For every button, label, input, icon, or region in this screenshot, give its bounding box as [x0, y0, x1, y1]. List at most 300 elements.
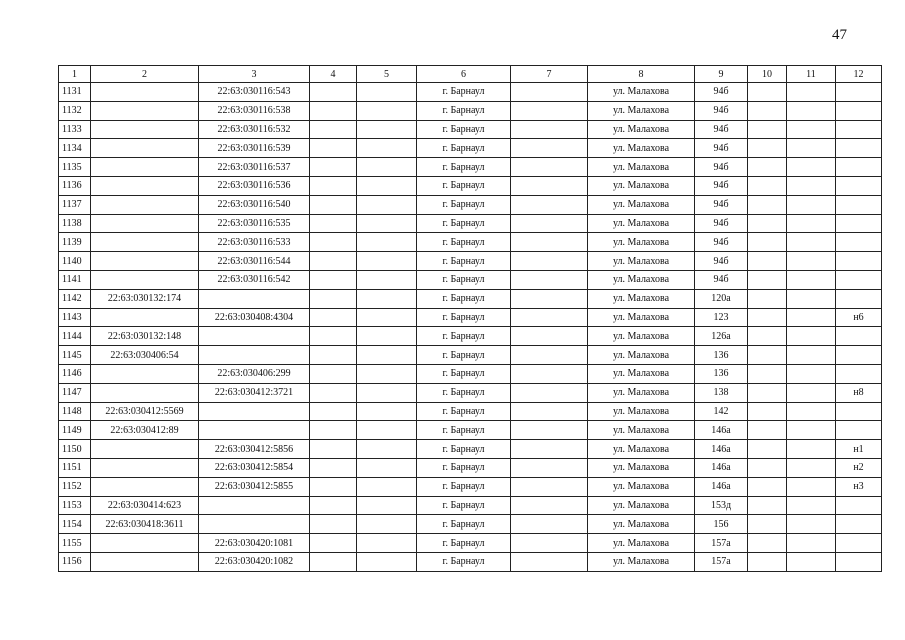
table-cell-col7 [511, 364, 588, 383]
table-cell-col9: 146а [695, 440, 748, 459]
table-row [59, 346, 882, 365]
table-cell-col2 [91, 233, 199, 252]
table-cell-col7 [511, 139, 588, 158]
table-cell-col3: 22:63:030408:4304 [199, 308, 310, 327]
table-cell-col12 [836, 327, 882, 346]
table-cell-col4 [310, 195, 357, 214]
table-cell-col5 [357, 534, 417, 553]
table-cell-col6: г. Барнаул [417, 477, 511, 496]
table-cell-col2 [91, 308, 199, 327]
table-cell-col7 [511, 383, 588, 402]
table-cell-col5 [357, 402, 417, 421]
table-cell-col3: 22:63:030116:543 [199, 83, 310, 102]
table-cell-col6: г. Барнаул [417, 195, 511, 214]
table-cell-col12: н3 [836, 477, 882, 496]
table-cell-col6: г. Барнаул [417, 327, 511, 346]
table-cell-col5 [357, 308, 417, 327]
table-cell-col7 [511, 252, 588, 271]
table-cell-col7 [511, 289, 588, 308]
table-cell-col9: 136 [695, 364, 748, 383]
table-cell-col6: г. Барнаул [417, 440, 511, 459]
table-cell-col9: 94б [695, 195, 748, 214]
table-cell-col1: 1147 [59, 383, 91, 402]
table-cell-col1: 1134 [59, 139, 91, 158]
table-cell-col2 [91, 176, 199, 195]
table-cell-col6: г. Барнаул [417, 289, 511, 308]
table-cell-col5 [357, 83, 417, 102]
table-cell-col6: г. Барнаул [417, 515, 511, 534]
table-cell-col10 [748, 458, 787, 477]
table-cell-col6: г. Барнаул [417, 270, 511, 289]
table-cell-col7 [511, 270, 588, 289]
column-header-10: 10 [748, 66, 787, 83]
table-cell-col6: г. Барнаул [417, 252, 511, 271]
table-cell-col9: 94б [695, 252, 748, 271]
table-cell-col10 [748, 195, 787, 214]
table-cell-col7 [511, 101, 588, 120]
table-cell-col5 [357, 270, 417, 289]
table-cell-col1: 1151 [59, 458, 91, 477]
table-cell-col10 [748, 270, 787, 289]
table-cell-col6: г. Барнаул [417, 496, 511, 515]
table-cell-col3: 22:63:030412:5854 [199, 458, 310, 477]
table-cell-col5 [357, 364, 417, 383]
table-cell-col11 [787, 458, 836, 477]
table-cell-col2 [91, 440, 199, 459]
table-cell-col4 [310, 233, 357, 252]
table-cell-col10 [748, 176, 787, 195]
table-cell-col12 [836, 101, 882, 120]
table-cell-col8: ул. Малахова [588, 515, 695, 534]
table-cell-col4 [310, 383, 357, 402]
table-cell-col10 [748, 477, 787, 496]
table-cell-col3: 22:63:030116:542 [199, 270, 310, 289]
table-row [59, 233, 882, 252]
table-cell-col8: ул. Малахова [588, 327, 695, 346]
table-cell-col12 [836, 402, 882, 421]
table-cell-col11 [787, 440, 836, 459]
table-cell-col3: 22:63:030116:536 [199, 176, 310, 195]
table-cell-col3: 22:63:030116:539 [199, 139, 310, 158]
table-cell-col2: 22:63:030412:5569 [91, 402, 199, 421]
table-cell-col6: г. Барнаул [417, 552, 511, 571]
table-cell-col12 [836, 534, 882, 553]
table-cell-col4 [310, 496, 357, 515]
column-header-4: 4 [310, 66, 357, 83]
table-cell-col9: 123 [695, 308, 748, 327]
table-cell-col10 [748, 158, 787, 177]
table-cell-col1: 1143 [59, 308, 91, 327]
table-cell-col8: ул. Малахова [588, 195, 695, 214]
column-header-3: 3 [199, 66, 310, 83]
column-header-11: 11 [787, 66, 836, 83]
table-cell-col9: 94б [695, 83, 748, 102]
table-cell-col10 [748, 83, 787, 102]
table-cell-col7 [511, 83, 588, 102]
table-cell-col3: 22:63:030420:1081 [199, 534, 310, 553]
table-cell-col5 [357, 252, 417, 271]
table-cell-col12 [836, 252, 882, 271]
header-row [59, 66, 882, 83]
column-header-9: 9 [695, 66, 748, 83]
column-header-12: 12 [836, 66, 882, 83]
table-cell-col8: ул. Малахова [588, 496, 695, 515]
table-cell-col2: 22:63:030418:3611 [91, 515, 199, 534]
table-cell-col3: 22:63:030412:5855 [199, 477, 310, 496]
table-row [59, 270, 882, 289]
table-cell-col4 [310, 83, 357, 102]
table-cell-col7 [511, 214, 588, 233]
table-cell-col12 [836, 120, 882, 139]
table-row [59, 440, 882, 459]
table-cell-col10 [748, 101, 787, 120]
table-cell-col8: ул. Малахова [588, 346, 695, 365]
table-row [59, 364, 882, 383]
table-cell-col12 [836, 496, 882, 515]
table-cell-col12: н8 [836, 383, 882, 402]
table-cell-col9: 157а [695, 552, 748, 571]
table-cell-col7 [511, 308, 588, 327]
table-cell-col11 [787, 402, 836, 421]
table-cell-col3: 22:63:030412:5856 [199, 440, 310, 459]
table-cell-col4 [310, 364, 357, 383]
table-cell-col1: 1135 [59, 158, 91, 177]
table-cell-col8: ул. Малахова [588, 421, 695, 440]
table-row [59, 308, 882, 327]
table-cell-col2 [91, 120, 199, 139]
table-cell-col11 [787, 364, 836, 383]
table-cell-col9: 157а [695, 534, 748, 553]
table-row [59, 515, 882, 534]
table-cell-col7 [511, 477, 588, 496]
table-cell-col8: ул. Малахова [588, 270, 695, 289]
table-row [59, 458, 882, 477]
column-header-5: 5 [357, 66, 417, 83]
table-cell-col2: 22:63:030406:54 [91, 346, 199, 365]
table-cell-col1: 1138 [59, 214, 91, 233]
table-cell-col12: н1 [836, 440, 882, 459]
table-cell-col1: 1153 [59, 496, 91, 515]
table-row [59, 477, 882, 496]
table-cell-col5 [357, 120, 417, 139]
table-cell-col12 [836, 195, 882, 214]
table-cell-col5 [357, 477, 417, 496]
table-cell-col12 [836, 515, 882, 534]
table-cell-col11 [787, 327, 836, 346]
table-cell-col4 [310, 176, 357, 195]
table-cell-col2 [91, 270, 199, 289]
table-cell-col10 [748, 139, 787, 158]
table-cell-col11 [787, 176, 836, 195]
table-cell-col3 [199, 346, 310, 365]
table-cell-col3 [199, 496, 310, 515]
table-cell-col5 [357, 421, 417, 440]
table-cell-col9: 94б [695, 158, 748, 177]
table-cell-col10 [748, 440, 787, 459]
table-cell-col12 [836, 176, 882, 195]
table-cell-col7 [511, 552, 588, 571]
table-cell-col10 [748, 327, 787, 346]
table-cell-col12: н2 [836, 458, 882, 477]
table-cell-col6: г. Барнаул [417, 534, 511, 553]
table-cell-col10 [748, 364, 787, 383]
table-body [59, 83, 882, 572]
table-cell-col3: 22:63:030116:540 [199, 195, 310, 214]
table-cell-col6: г. Барнаул [417, 120, 511, 139]
table-cell-col8: ул. Малахова [588, 477, 695, 496]
table-cell-col3: 22:63:030116:533 [199, 233, 310, 252]
table-cell-col12 [836, 346, 882, 365]
table-cell-col11 [787, 421, 836, 440]
table-row [59, 552, 882, 571]
registry-table [58, 65, 882, 572]
table-cell-col8: ул. Малахова [588, 458, 695, 477]
table-cell-col8: ул. Малахова [588, 139, 695, 158]
table-cell-col2 [91, 364, 199, 383]
column-header-6: 6 [417, 66, 511, 83]
table-cell-col10 [748, 534, 787, 553]
table-cell-col3: 22:63:030406:299 [199, 364, 310, 383]
table-cell-col5 [357, 496, 417, 515]
column-header-8: 8 [588, 66, 695, 83]
table-cell-col11 [787, 496, 836, 515]
table-cell-col11 [787, 233, 836, 252]
table-cell-col9: 120а [695, 289, 748, 308]
table-cell-col3 [199, 402, 310, 421]
table-cell-col7 [511, 496, 588, 515]
table-cell-col2: 22:63:030412:89 [91, 421, 199, 440]
table-cell-col3: 22:63:030412:3721 [199, 383, 310, 402]
table-cell-col2 [91, 158, 199, 177]
table-cell-col7 [511, 158, 588, 177]
table-cell-col2 [91, 477, 199, 496]
table-cell-col12 [836, 83, 882, 102]
table-cell-col9: 142 [695, 402, 748, 421]
table-cell-col4 [310, 402, 357, 421]
table-cell-col8: ул. Малахова [588, 383, 695, 402]
table-cell-col5 [357, 101, 417, 120]
table-row [59, 214, 882, 233]
table-cell-col9: 136 [695, 346, 748, 365]
table-cell-col7 [511, 402, 588, 421]
table-cell-col11 [787, 139, 836, 158]
table-cell-col5 [357, 440, 417, 459]
column-header-2: 2 [91, 66, 199, 83]
table-cell-col2 [91, 83, 199, 102]
table-cell-col7 [511, 534, 588, 553]
table-cell-col2 [91, 214, 199, 233]
table-cell-col11 [787, 83, 836, 102]
table-cell-col12 [836, 364, 882, 383]
table-cell-col1: 1150 [59, 440, 91, 459]
table-cell-col5 [357, 346, 417, 365]
table-cell-col1: 1152 [59, 477, 91, 496]
table-cell-col12 [836, 233, 882, 252]
table-row [59, 252, 882, 271]
table-cell-col9: 94б [695, 101, 748, 120]
table-cell-col9: 146а [695, 477, 748, 496]
table-cell-col2 [91, 195, 199, 214]
table-cell-col2 [91, 383, 199, 402]
table-cell-col8: ул. Малахова [588, 252, 695, 271]
table-cell-col1: 1140 [59, 252, 91, 271]
table-cell-col12 [836, 421, 882, 440]
table-cell-col1: 1146 [59, 364, 91, 383]
table-cell-col4 [310, 101, 357, 120]
table-row [59, 120, 882, 139]
table-cell-col7 [511, 346, 588, 365]
table-cell-col8: ул. Малахова [588, 101, 695, 120]
table-cell-col10 [748, 552, 787, 571]
table-cell-col3 [199, 515, 310, 534]
table-cell-col11 [787, 383, 836, 402]
table-cell-col5 [357, 176, 417, 195]
table-cell-col2: 22:63:030414:623 [91, 496, 199, 515]
table-cell-col1: 1132 [59, 101, 91, 120]
table-cell-col9: 94б [695, 176, 748, 195]
table-row [59, 289, 882, 308]
table-cell-col1: 1142 [59, 289, 91, 308]
column-header-7: 7 [511, 66, 588, 83]
table-cell-col2: 22:63:030132:148 [91, 327, 199, 346]
table-cell-col8: ул. Малахова [588, 289, 695, 308]
table-cell-col7 [511, 233, 588, 252]
table-cell-col2 [91, 458, 199, 477]
table-cell-col5 [357, 233, 417, 252]
table-cell-col4 [310, 327, 357, 346]
table-cell-col4 [310, 552, 357, 571]
table-cell-col10 [748, 421, 787, 440]
table-row [59, 176, 882, 195]
table-cell-col5 [357, 289, 417, 308]
table-cell-col7 [511, 195, 588, 214]
table-row [59, 101, 882, 120]
table-cell-col6: г. Барнаул [417, 139, 511, 158]
table-cell-col8: ул. Малахова [588, 552, 695, 571]
table-cell-col3: 22:63:030116:544 [199, 252, 310, 271]
table-cell-col10 [748, 233, 787, 252]
table-cell-col1: 1133 [59, 120, 91, 139]
table-cell-col5 [357, 158, 417, 177]
table-cell-col8: ул. Малахова [588, 158, 695, 177]
table-cell-col5 [357, 214, 417, 233]
table-cell-col10 [748, 252, 787, 271]
table-cell-col12: н6 [836, 308, 882, 327]
table-cell-col6: г. Барнаул [417, 214, 511, 233]
table-cell-col11 [787, 346, 836, 365]
table-cell-col6: г. Барнаул [417, 421, 511, 440]
table-cell-col5 [357, 327, 417, 346]
table-cell-col2 [91, 101, 199, 120]
table-cell-col8: ул. Малахова [588, 176, 695, 195]
table-cell-col12 [836, 289, 882, 308]
table-cell-col8: ул. Малахова [588, 120, 695, 139]
table-cell-col7 [511, 458, 588, 477]
table-cell-col1: 1148 [59, 402, 91, 421]
table-cell-col7 [511, 421, 588, 440]
table-cell-col3: 22:63:030116:538 [199, 101, 310, 120]
table-cell-col11 [787, 252, 836, 271]
table-cell-col4 [310, 458, 357, 477]
table-cell-col3 [199, 421, 310, 440]
table-cell-col3: 22:63:030116:535 [199, 214, 310, 233]
table-cell-col4 [310, 270, 357, 289]
table-cell-col1: 1137 [59, 195, 91, 214]
table-cell-col10 [748, 383, 787, 402]
table-cell-col6: г. Барнаул [417, 176, 511, 195]
table-cell-col8: ул. Малахова [588, 364, 695, 383]
table-cell-col9: 94б [695, 233, 748, 252]
table-cell-col5 [357, 383, 417, 402]
table-cell-col7 [511, 515, 588, 534]
table-cell-col8: ул. Малахова [588, 233, 695, 252]
table-cell-col5 [357, 139, 417, 158]
table-cell-col5 [357, 458, 417, 477]
table-cell-col3: 22:63:030420:1082 [199, 552, 310, 571]
table-cell-col1: 1139 [59, 233, 91, 252]
table-cell-col11 [787, 158, 836, 177]
table-cell-col7 [511, 327, 588, 346]
table-row [59, 139, 882, 158]
table-cell-col1: 1131 [59, 83, 91, 102]
table-cell-col11 [787, 515, 836, 534]
table-cell-col5 [357, 195, 417, 214]
table-cell-col3 [199, 289, 310, 308]
table-cell-col1: 1154 [59, 515, 91, 534]
table-cell-col12 [836, 158, 882, 177]
table-cell-col1: 1155 [59, 534, 91, 553]
table-row [59, 496, 882, 515]
table-cell-col12 [836, 552, 882, 571]
table-cell-col2: 22:63:030132:174 [91, 289, 199, 308]
table-cell-col1: 1144 [59, 327, 91, 346]
table-cell-col10 [748, 515, 787, 534]
table-cell-col9: 153д [695, 496, 748, 515]
table-cell-col6: г. Барнаул [417, 402, 511, 421]
table-cell-col4 [310, 252, 357, 271]
table-cell-col1: 1141 [59, 270, 91, 289]
table-cell-col9: 94б [695, 139, 748, 158]
table-cell-col2 [91, 534, 199, 553]
table-cell-col4 [310, 289, 357, 308]
table-cell-col9: 94б [695, 214, 748, 233]
table-cell-col11 [787, 101, 836, 120]
table-cell-col3: 22:63:030116:537 [199, 158, 310, 177]
table-cell-col9: 138 [695, 383, 748, 402]
table-cell-col6: г. Барнаул [417, 233, 511, 252]
table-cell-col11 [787, 552, 836, 571]
table-cell-col10 [748, 496, 787, 515]
table-cell-col6: г. Барнаул [417, 101, 511, 120]
table-cell-col9: 126а [695, 327, 748, 346]
table-cell-col11 [787, 308, 836, 327]
table-cell-col4 [310, 139, 357, 158]
table-cell-col9: 156 [695, 515, 748, 534]
table-cell-col6: г. Барнаул [417, 383, 511, 402]
table-cell-col1: 1145 [59, 346, 91, 365]
table-cell-col4 [310, 477, 357, 496]
table-cell-col4 [310, 534, 357, 553]
table-cell-col10 [748, 402, 787, 421]
table-row [59, 327, 882, 346]
table-cell-col12 [836, 214, 882, 233]
table-cell-col6: г. Барнаул [417, 364, 511, 383]
table-cell-col12 [836, 139, 882, 158]
table-cell-col4 [310, 214, 357, 233]
table-cell-col4 [310, 440, 357, 459]
table-cell-col6: г. Барнаул [417, 158, 511, 177]
table-cell-col10 [748, 289, 787, 308]
